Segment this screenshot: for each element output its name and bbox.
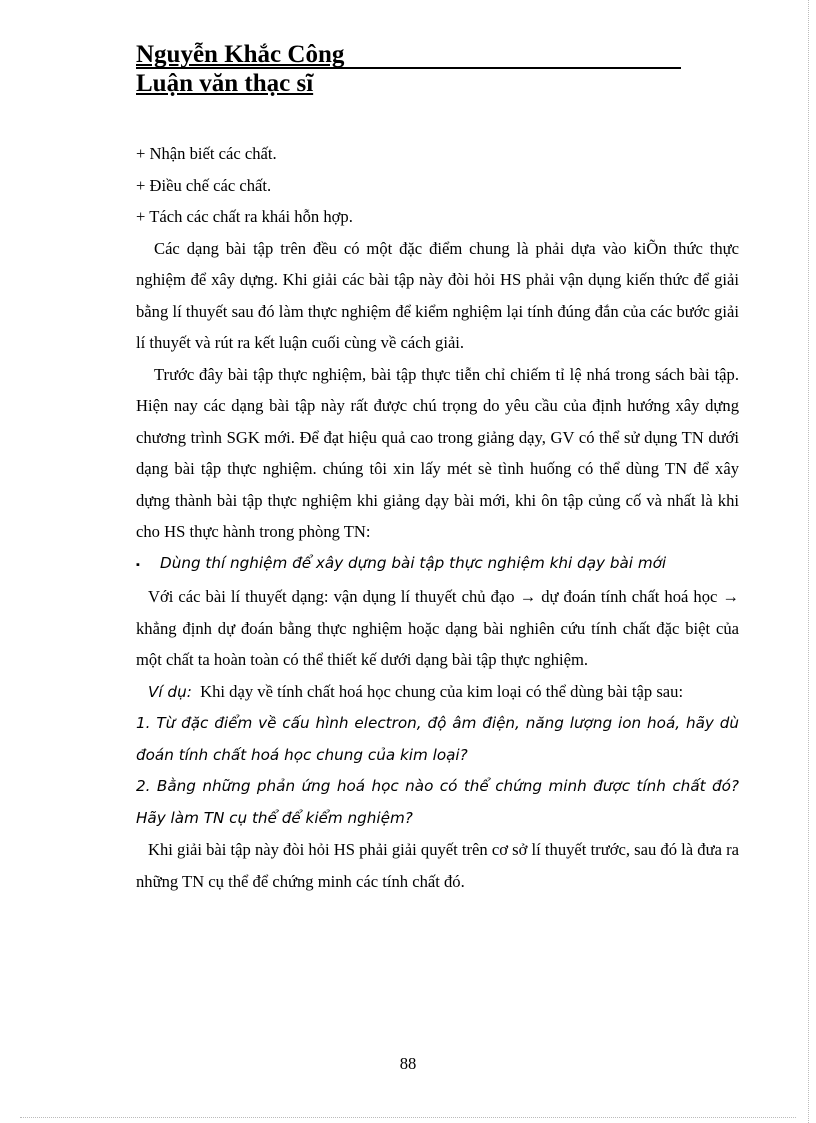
author-name: Nguyễn Khắc Công xyxy=(136,41,345,68)
document-header xyxy=(136,40,681,99)
page-number: 88 xyxy=(399,1054,417,1073)
example-text: Khi dạy về tính chất hoá học chung của kim loại có thể dùng bài tập sau: xyxy=(200,681,684,701)
example-label: Ví dụ: xyxy=(148,682,192,701)
example-paragraph xyxy=(136,676,739,709)
paragraph: Trước đây bài tập thực nghiệm, bài tập thực tiễn chỉ chiếm tỉ lệ nhá trong sách bài tập. Hiện nay các dạng bài tập này rất được chú trọng do yêu cầu của định hướng xây dựng chương trình SGK mới. Để đạt hiệu quả cao trong giảng dạy, GV có thể sử dụng TN dưới dạng bài tập thực nghiệm. chúng tôi xin lấy mét sè tình huống có thể dùng TN để xây dựng thành bài tập thực nghiệm khi giảng dạy bài mới, khi ôn tập củng cố và nhất là khi cho HS thực hành trong phòng TN: xyxy=(136,364,739,541)
paragraph: Với các bài lí thuyết dạng: vận dụng lí thuyết chủ đạo → dự đoán tính chất hoá học → khẳng định dự đoán bằng thực nghiệm hoặc dạng bài nghiên cứu tính chất đặc biệt của một chất ta hoàn toàn có thể thiết kế dưới dạng bài tập thực nghiệm. xyxy=(136,587,739,669)
thesis-subtitle: Luận văn thạc sĩ xyxy=(136,70,314,97)
bullet-heading: Dùng thí nghiệm để xây dựng bài tập thực nghiệm khi dạy bài mới xyxy=(160,553,667,572)
paragraph: Các dạng bài tập trên đều có một đặc điểm chung là phải dựa vào kiÕn thức thực nghiệm để xây dựng. Khi giải các bài tập này đòi hỏi HS phải vận dụng kiến thức để giải bằng lí thuyết sau đó làm thực nghiệm để kiểm nghiệm lại tính đúng đắn của các bước giải lí thuyết và rút ra kết luận cuối cùng về cách giải. xyxy=(136,238,739,352)
bottom-divider xyxy=(20,1117,796,1118)
bullet-heading-row xyxy=(136,548,739,582)
list-item: + Tách các chất ra khái hỗn hợp. xyxy=(136,207,353,226)
right-divider xyxy=(808,0,809,1123)
page-content xyxy=(136,138,739,897)
paragraph: Khi giải bài tập này đòi hỏi HS phải giải quyết trên cơ sở lí thuyết trước, sau đó là đưa ra những TN cụ thể để chứng minh các tính chất đó. xyxy=(136,840,739,891)
list-item: + Nhận biết các chất. xyxy=(136,144,277,163)
list-item: + Điều chế các chất. xyxy=(136,175,272,195)
question: 2. Bằng những phản ứng hoá học nào có thể chứng minh được tính chất đó? Hãy làm TN cụ thể để kiểm nghiệm? xyxy=(136,777,739,827)
square-bullet-icon: ▪ xyxy=(136,558,140,571)
author-line xyxy=(136,40,681,69)
question: 1. Từ đặc điểm về cấu hình electron, độ âm điện, năng lượng ion hoá, hãy dù đoán tính chất hoá học chung của kim loại? xyxy=(136,714,739,764)
